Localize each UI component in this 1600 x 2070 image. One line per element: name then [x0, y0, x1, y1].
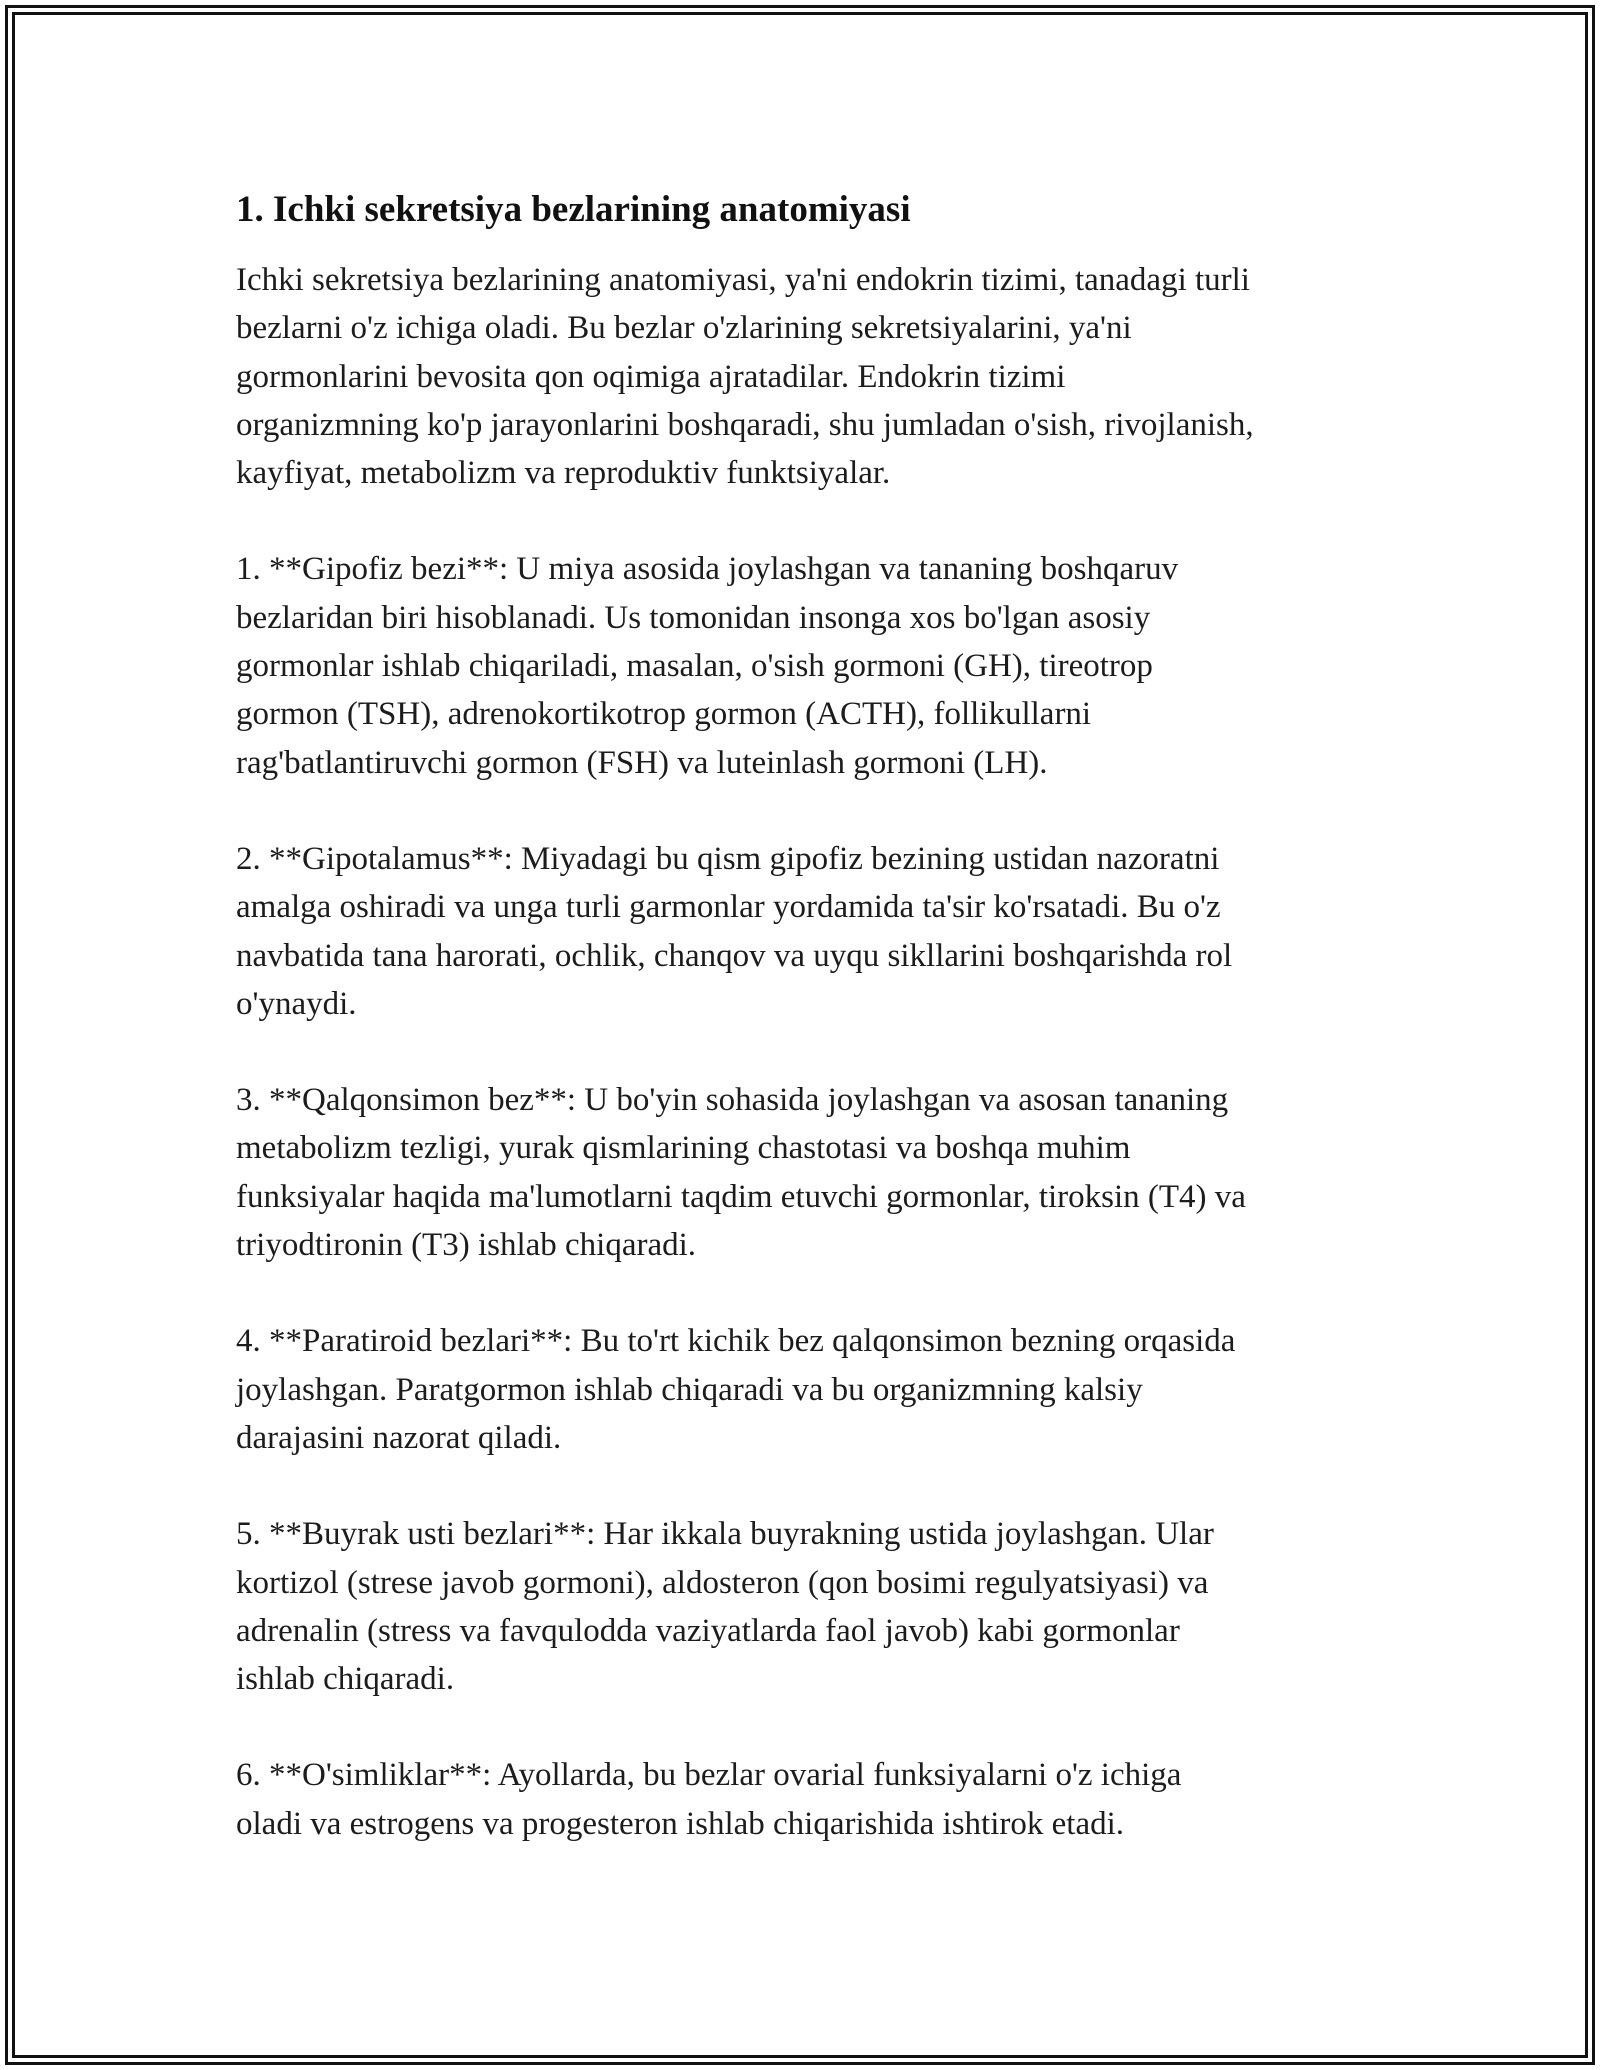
paragraph-osimliklar: 6. **O'simliklar**: Ayollarda, bu bezlar ovarial funksiyalarni o'z ichiga oladi va estrogens va progesteron ishlab chiqarishida ishtirok etadi.	[236, 1757, 1182, 1842]
section-heading: 1. Ichki sekretsiya bezlarining anatomiyasi	[236, 189, 911, 230]
paragraph-qalqonsimon: 3. **Qalqonsimon bez**: U bo'yin sohasida joylashgan va asosan tananing metabolizm tezligi, yurak qismlarining chastotasi va boshqa muhim funksiyalar haqida ma'lumotlarni taqdim etuvchi gormonlar, tiroksin (T4) va triyodtironin (T3) ishlab chiqaradi.	[236, 1082, 1246, 1264]
document-body	[236, 186, 1376, 1896]
intro-paragraph: Ichki sekretsiya bezlarining anatomiyasi, ya'ni endokrin tizimi, tanadagi turli bezlarni o'z ichiga oladi. Bu bezlar o'zlarining sekretsiyalarini, ya'ni gormonlarini bevosita qon oqimiga ajratadilar. Endokrin tizimi organizmning ko'p jarayonlarini boshqaradi, shu jumladan o'sish, rivojlanish, kayfiyat, metabolizm va reproduktiv funktsiyalar.	[236, 262, 1254, 492]
paragraph-paratiroid: 4. **Paratiroid bezlari**: Bu to'rt kichik bez qalqonsimon bezning orqasida joylashgan. Paratgormon ishlab chiqaradi va bu organizmning kalsiy darajasini nazorat qiladi.	[236, 1323, 1236, 1456]
paragraph-gipotalamus: 2. **Gipotalamus**: Miyadagi bu qism gipofiz bezining ustidan nazoratni amalga oshiradi va unga turli garmonlar yordamida ta'sir ko'rsatadi. Bu o'z navbatida tana harorati, ochlik, chanqov va uyqu sikllarini boshqarishda rol o'ynaydi.	[236, 840, 1233, 1022]
paragraph-buyrak-usti: 5. **Buyrak usti bezlari**: Har ikkala buyrakning ustida joylashgan. Ular kortizol (strese javob gormoni), aldosteron (qon bosimi regulyatsiyasi) va adrenalin (stress va favqulodda vaziyatlarda faol javob) kabi gormonlar ishlab chiqaradi.	[236, 1516, 1214, 1698]
paragraph-gipofiz: 1. **Gipofiz bezi**: U miya asosida joylashgan va tananing boshqaruv bezlaridan biri hisoblanadi. Us tomonidan insonga xos bo'lgan asosiy gormonlar ishlab chiqariladi, masalan, o'sish gormoni (GH), tireotrop gormon (TSH), adrenokortikotrop gormon (ACTH), follikullarni rag'batlantiruvchi gormon (FSH) va luteinlash gormoni (LH).	[236, 551, 1179, 781]
